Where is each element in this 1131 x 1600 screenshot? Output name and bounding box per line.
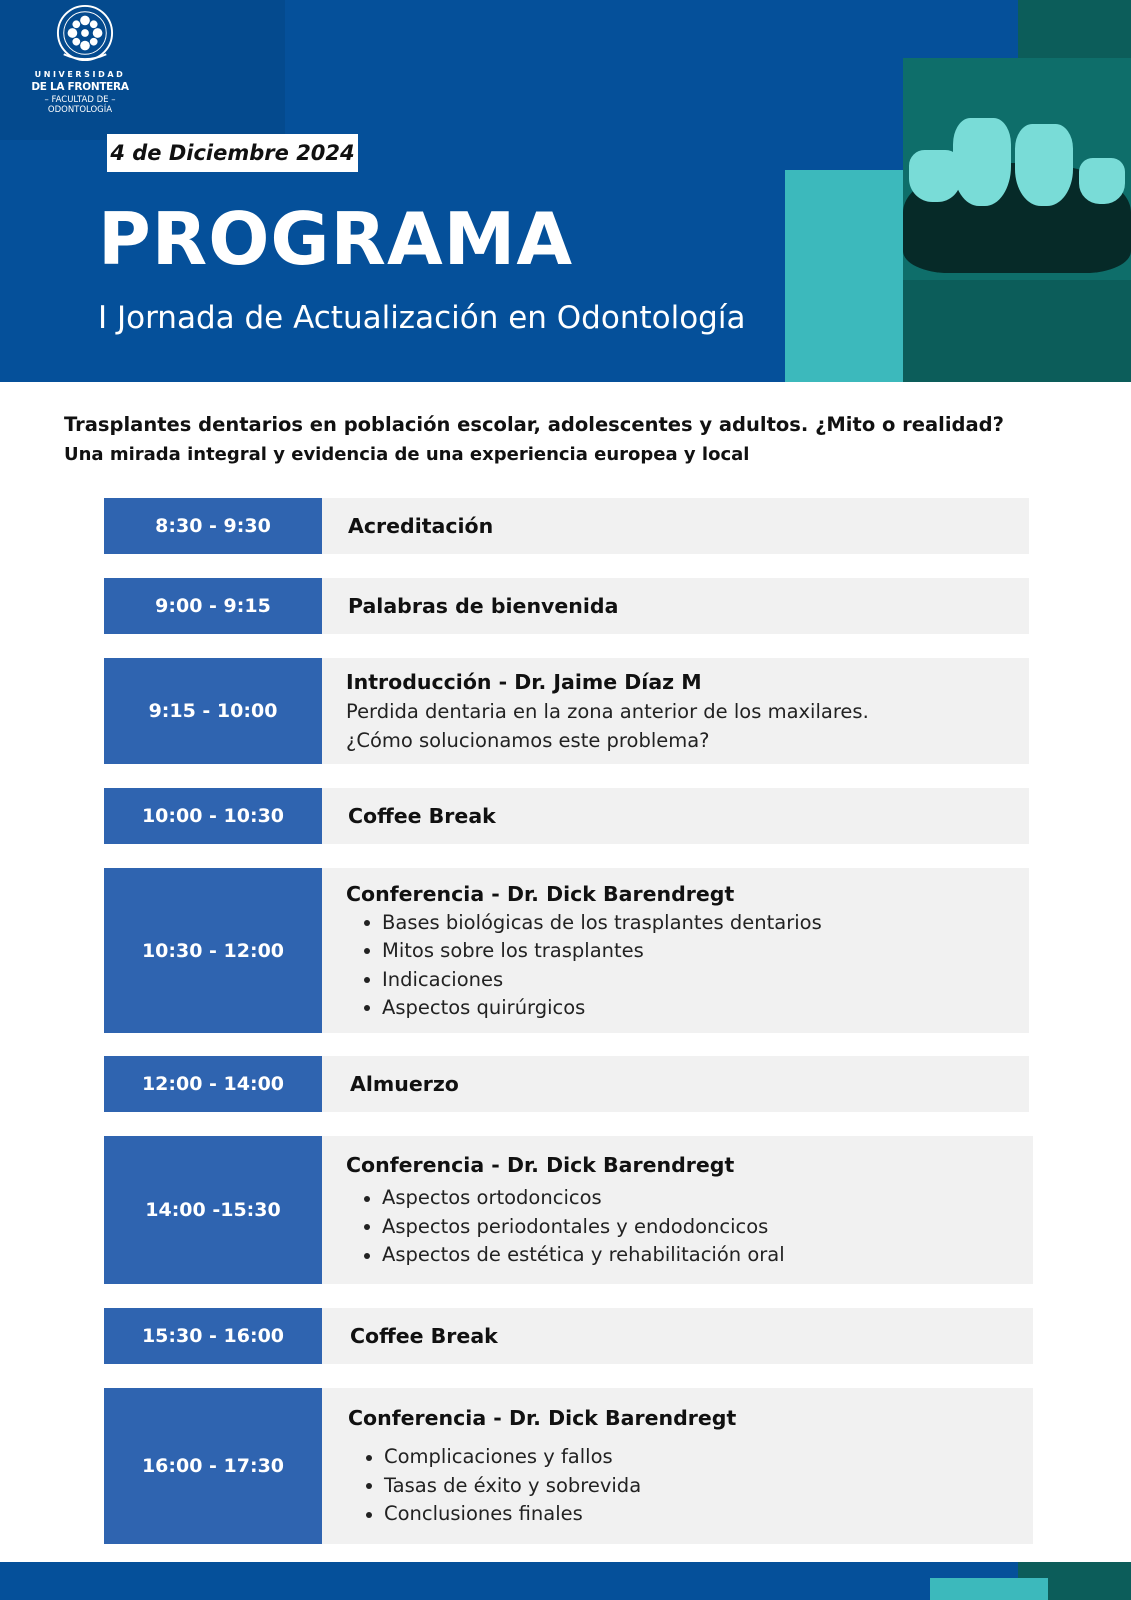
list-item-text: Conclusiones finales (384, 1502, 583, 1526)
session-title: Conferencia - Dr. Dick Barendregt (348, 1406, 737, 1431)
bullet-icon (364, 1005, 370, 1011)
schedule-row (104, 1056, 1029, 1112)
logo-line: UNIVERSIDAD (34, 70, 126, 79)
list-item (364, 937, 1029, 966)
bullet-icon (364, 1196, 370, 1202)
topic-list (366, 1443, 1033, 1529)
time-slot: 9:15 - 10:00 (104, 658, 322, 764)
time-slot: 10:00 - 10:30 (104, 788, 322, 844)
session-content (322, 788, 1029, 844)
list-item (366, 1472, 1033, 1501)
schedule-row (104, 868, 1029, 1033)
bullet-icon (366, 1483, 372, 1489)
bullet-icon (364, 920, 370, 926)
time-slot: 15:30 - 16:00 (104, 1308, 322, 1364)
list-item-text: Mitos sobre los trasplantes (382, 939, 644, 962)
list-item-text: Aspectos de estética y rehabilitación oral (382, 1243, 785, 1267)
bullet-icon (364, 977, 370, 983)
list-item (364, 1213, 1033, 1242)
list-item (364, 966, 1029, 995)
list-item (364, 1184, 1033, 1213)
topic-list (364, 909, 1029, 1023)
schedule-row (104, 1136, 1033, 1284)
session-content (322, 658, 1029, 764)
footer-band (0, 1562, 1131, 1600)
list-item-text: Complicaciones y fallos (384, 1445, 613, 1469)
session-title: Acreditación (348, 514, 494, 538)
logo-line: ODONTOLOGÍA (47, 105, 113, 115)
topic-title: Trasplantes dentarios en población escolar, adolescentes y adultos. ¿Mito o realidad? (64, 413, 1004, 436)
bullet-icon (364, 1224, 370, 1230)
event-subtitle: I Jornada de Actualización en Odontología (98, 300, 746, 336)
time-slot: 12:00 - 14:00 (104, 1056, 322, 1112)
page-title: PROGRAMA (98, 197, 574, 281)
list-item-text: Tasas de éxito y sobrevida (384, 1473, 642, 1497)
session-content (322, 498, 1029, 554)
session-content (322, 1308, 1033, 1364)
schedule-row (104, 1308, 1033, 1364)
session-content (322, 1056, 1029, 1112)
time-slot: 8:30 - 9:30 (104, 498, 322, 554)
session-title: Introducción - Dr. Jaime Díaz M (346, 670, 702, 694)
bullet-icon (364, 948, 370, 954)
list-item-text: Aspectos ortodoncicos (382, 1186, 602, 1210)
schedule-row (104, 498, 1029, 554)
session-content (322, 578, 1029, 634)
list-item-text: Indicaciones (382, 967, 504, 991)
session-title: Conferencia - Dr. Dick Barendregt (346, 881, 735, 906)
bullet-icon (366, 1512, 372, 1518)
session-title: Almuerzo (350, 1072, 459, 1096)
schedule-row (104, 788, 1029, 844)
list-item (364, 994, 1029, 1023)
logo-line: DE LA FRONTERA (31, 81, 129, 93)
list-item (364, 909, 1029, 938)
bullet-icon (364, 1253, 370, 1259)
session-description: ¿Cómo solucionamos este problema? (346, 729, 710, 752)
topic-list (364, 1184, 1033, 1270)
session-description: Perdida dentaria en la zona anterior de los maxilares. (346, 700, 869, 723)
session-title: Conferencia - Dr. Dick Barendregt (346, 1153, 735, 1178)
topic-subtitle: Una mirada integral y evidencia de una experiencia europea y local (64, 444, 750, 465)
decor-teal-block (930, 1578, 1048, 1600)
session-content (322, 868, 1029, 1033)
list-item (364, 1241, 1033, 1270)
session-content (322, 1388, 1033, 1544)
list-item-text: Bases biológicas de los trasplantes dentarios (382, 910, 822, 934)
time-slot: 9:00 - 9:15 (104, 578, 322, 634)
schedule-row (104, 578, 1029, 634)
bullet-icon (366, 1455, 372, 1461)
schedule-row (104, 658, 1029, 764)
event-date: 4 de Diciembre 2024 (107, 134, 358, 172)
list-item-text: Aspectos periodontales y endodoncicos (382, 1214, 769, 1238)
session-title: Coffee Break (348, 804, 496, 828)
list-item (366, 1443, 1033, 1472)
time-slot: 16:00 - 17:30 (104, 1388, 322, 1544)
time-slot: 10:30 - 12:00 (104, 868, 322, 1033)
session-title: Palabras de bienvenida (348, 594, 619, 618)
time-slot: 14:00 -15:30 (104, 1136, 322, 1284)
session-content (322, 1136, 1033, 1284)
logo-line: – FACULTAD DE – (44, 95, 116, 105)
session-title: Coffee Break (350, 1324, 498, 1348)
schedule-row (104, 1388, 1033, 1544)
list-item (366, 1500, 1033, 1529)
list-item-text: Aspectos quirúrgicos (382, 996, 586, 1019)
